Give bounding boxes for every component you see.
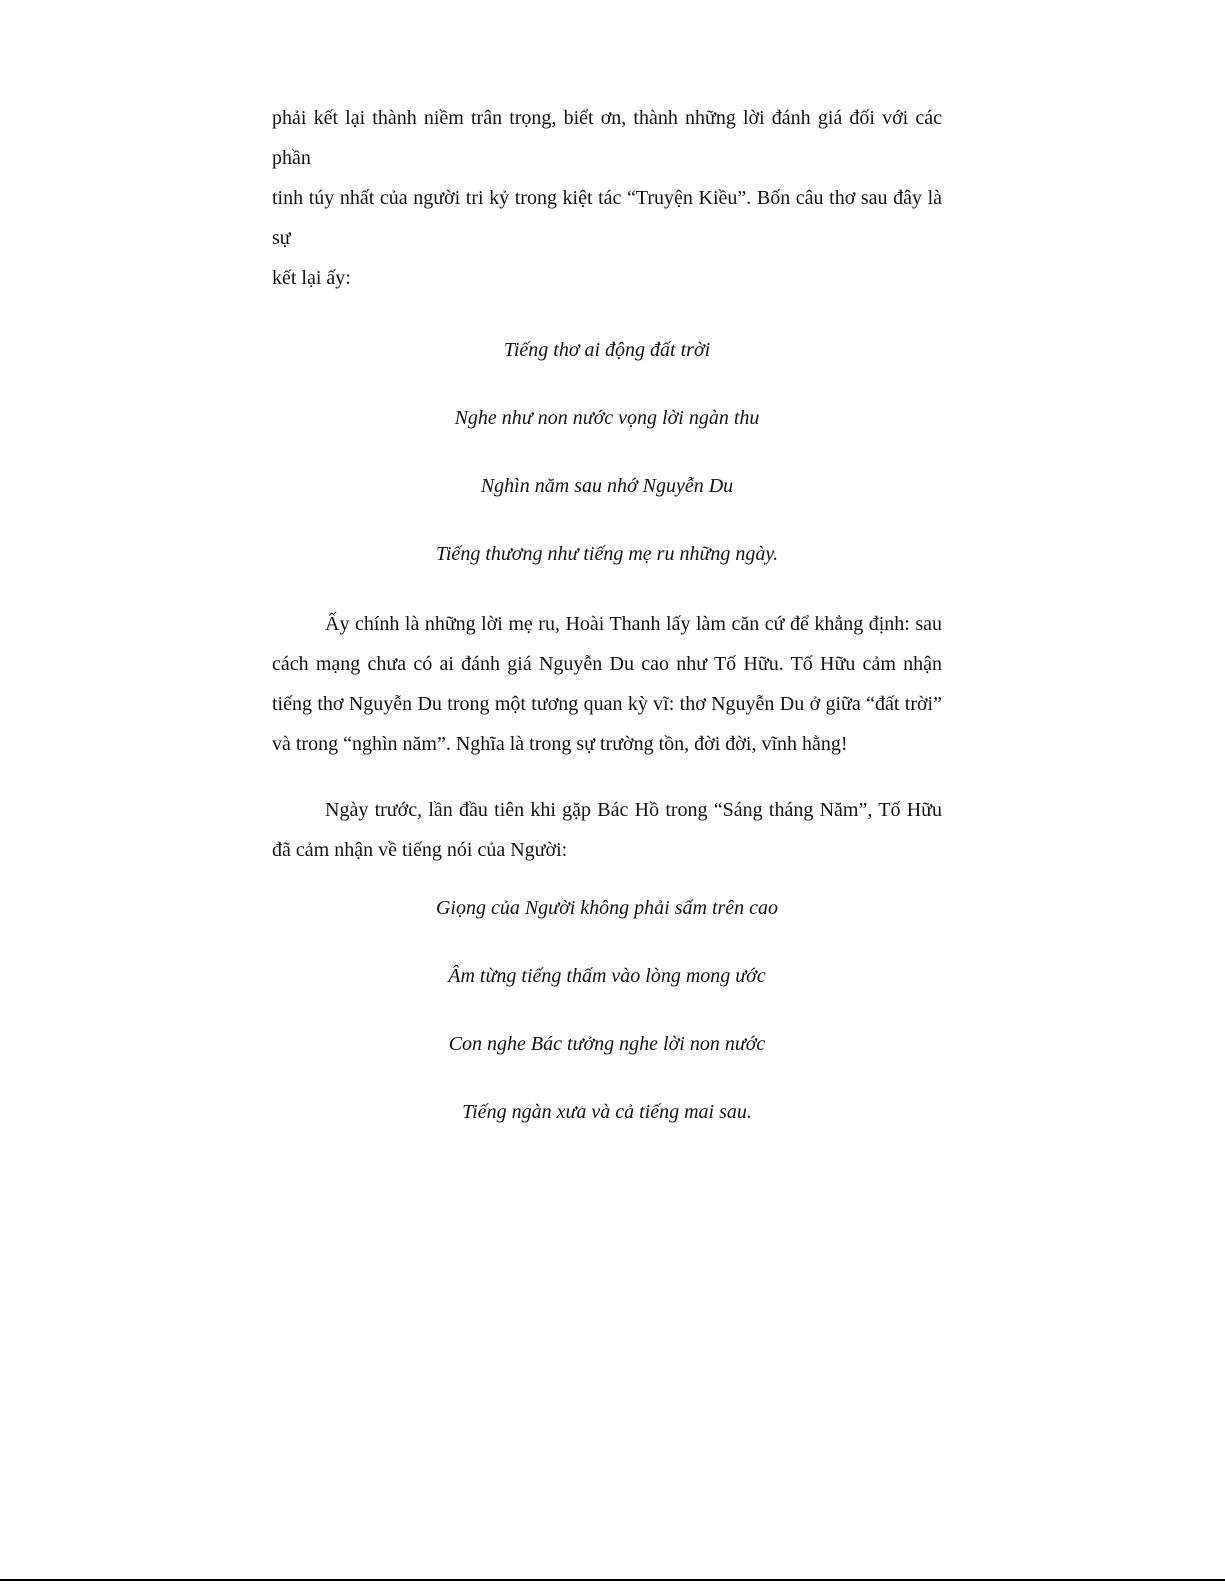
paragraph-1-line: tinh túy nhất của người tri kỷ trong kiệt tác “Truyện Kiều”. Bốn câu thơ sau đây là sự: [272, 187, 942, 249]
paragraph-2: Ấy chính là những lời mẹ ru, Hoài Thanh lấy làm căn cứ để khẳng định: sau cách mạng chưa có ai đánh giá Nguyễn Du cao như Tố Hữu. Tố Hữu cảm nhận tiếng thơ Nguyễn Du trong một tương quan kỳ vĩ: thơ Nguyễn Du ở giữa “đất trời” và trong “nghìn năm”. Nghĩa là trong sự trường tồn, đời đời, vĩnh hằng!: [272, 613, 942, 755]
paragraph-1-line: kết lại ấy:: [272, 267, 351, 289]
paragraph-3: Ngày trước, lần đầu tiên khi gặp Bác Hồ trong “Sáng tháng Năm”, Tố Hữu đã cảm nhận về tiếng nói của Người:: [272, 799, 942, 861]
verse-line: Giọng của Người không phải sấm trên cao: [435, 897, 779, 919]
verse-line: Con nghe Bác tưởng nghe lời non nước: [448, 1033, 766, 1055]
poem-stanza-1: [272, 336, 942, 568]
verse-line: Tiếng ngàn xưa và cả tiếng mai sau.: [462, 1101, 752, 1123]
poem-stanza-2: [272, 894, 942, 1126]
verse-line: Âm từng tiếng thấm vào lòng mong ước: [448, 965, 766, 987]
page-bottom-border: [0, 1579, 1225, 1581]
verse-line: Tiếng thương như tiếng mẹ ru những ngày.: [435, 543, 779, 565]
verse-line: Nghìn năm sau nhớ Nguyễn Du: [480, 475, 734, 497]
verse-line: Nghe như non nước vọng lời ngàn thu: [454, 407, 760, 429]
text-column: [272, 98, 942, 1162]
verse-line: Tiếng thơ ai động đất trời: [503, 339, 711, 361]
paragraph-1-line: phải kết lại thành niềm trân trọng, biết ơn, thành những lời đánh giá đối với các phần: [272, 107, 942, 169]
paragraph-1: [272, 98, 942, 298]
